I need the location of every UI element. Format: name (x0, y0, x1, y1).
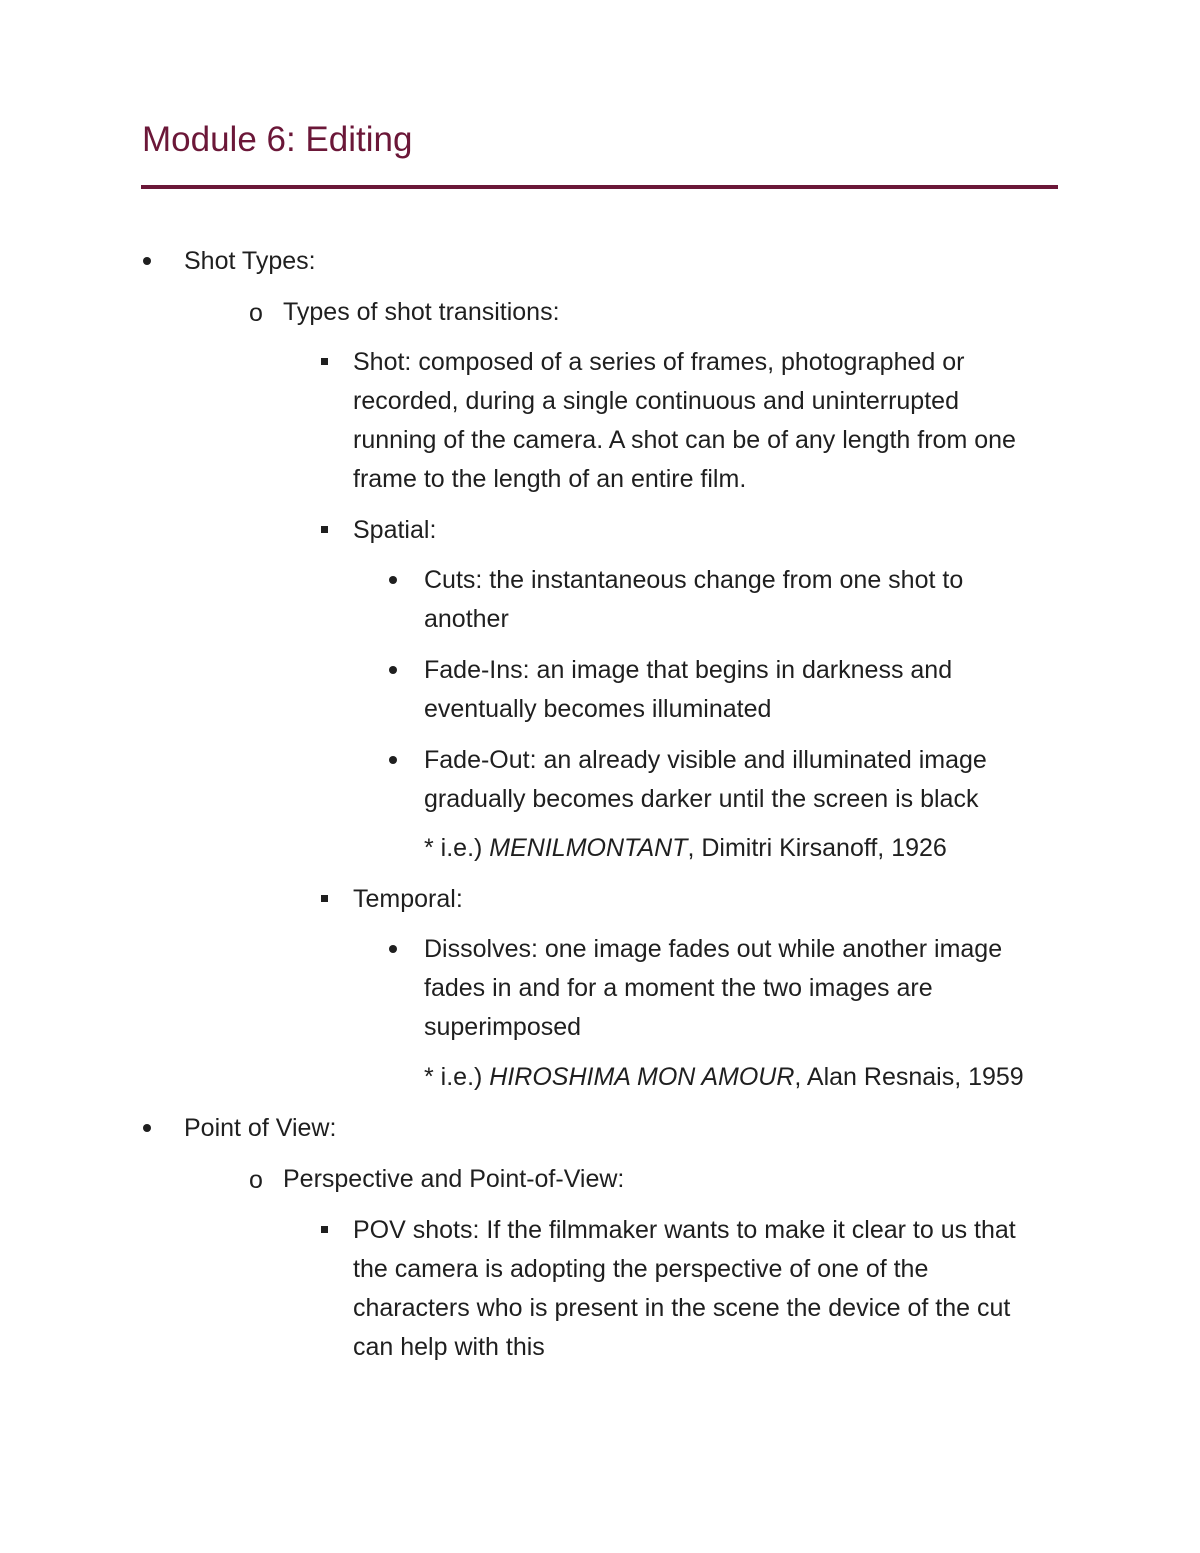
bullet-disc (143, 257, 151, 265)
example-prefix: * i.e.) (424, 834, 490, 862)
list-item-text: Shot: composed of a series of frames, photographed or recorded, during a single continuous and uninterrupted running of the camera. A shot can be of any length from one frame to the length of an entire film. (353, 348, 1016, 493)
example-suffix: , Dimitri Kirsanoff, 1926 (687, 834, 947, 862)
bullet-disc (389, 666, 397, 674)
list-item-text: Fade-Out: an already visible and illuminated image gradually becomes darker until the screen is black (424, 746, 987, 813)
example-prefix: * i.e.) (424, 1063, 490, 1091)
list-item-text: POV shots: If the filmmaker wants to make it clear to us that the camera is adopting the perspective of one of the characters who is present in the scene the device of the cut can help with this (353, 1216, 1016, 1361)
title-divider (141, 185, 1058, 189)
bullet-disc (389, 756, 397, 764)
page-title: Module 6: Editing (142, 120, 413, 159)
list-item-text: Perspective and Point-of-View: (283, 1165, 625, 1193)
list-item-text: Point of View: (184, 1114, 337, 1142)
film-title: MENILMONTANT (489, 834, 688, 862)
bullet-disc (389, 945, 397, 953)
bullet-square (321, 358, 328, 365)
example-text (424, 1058, 1084, 1097)
list-item-text: Cuts: the instantaneous change from one shot to another (424, 566, 964, 633)
example-suffix: , Alan Resnais, 1959 (794, 1063, 1024, 1091)
list-item-text: Temporal: (353, 885, 463, 913)
list-item-text: Dissolves: one image fades out while another image fades in and for a moment the two images are superimposed (424, 935, 1003, 1041)
film-title: HIROSHIMA MON AMOUR (489, 1063, 795, 1091)
bullet-circle: o (249, 299, 263, 327)
list-item-text: Types of shot transitions: (283, 298, 560, 326)
bullet-square (321, 895, 328, 902)
bullet-disc (143, 1124, 151, 1132)
list-item-text: Shot Types: (184, 247, 316, 275)
bullet-square (321, 526, 328, 533)
bullet-square (321, 1226, 328, 1233)
list-item-text: Fade-Ins: an image that begins in darkness and eventually becomes illuminated (424, 656, 953, 723)
list-item-text: Spatial: (353, 516, 437, 544)
example-text (424, 829, 1064, 868)
bullet-disc (389, 576, 397, 584)
bullet-circle: o (249, 1166, 263, 1194)
